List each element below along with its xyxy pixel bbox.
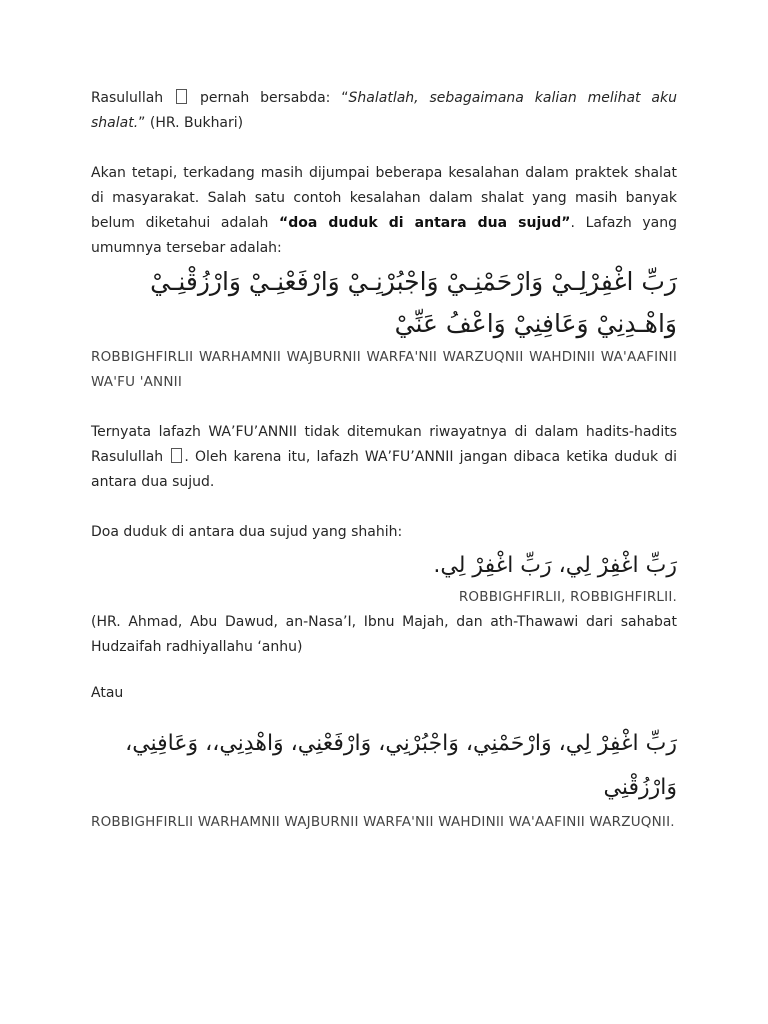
shahih-heading: Doa duduk di antara dua sujud yang shahih: — [91, 524, 403, 540]
salawat-symbol-icon — [176, 89, 187, 104]
transliteration-common-prayer: ROBBIGHFIRLII WARHAMNII WAJBURNII WARFA'NII WARZUQNII WAHDINII WA'AAFINII WA'FU 'ANNII — [91, 349, 677, 390]
alternative-label: Atau — [91, 685, 124, 701]
arabic-shahih-prayer: رَبِّ اغْفِرْ لِي، رَبِّ اغْفِرْ لِي. — [433, 553, 677, 578]
transliteration-shahih-prayer: ROBBIGHFIRLII, ROBBIGHFIRLII. — [458, 589, 677, 605]
arabic-alternative-prayer: رَبِّ اغْفِرْ لِي، وَارْحَمْنِي، وَاجْبُرْنِي، وَارْفَعْنِي، وَاهْدِنِي،، وَعَافِنِي، وَارْزُقْنِي — [125, 731, 677, 800]
hadith-source-paragraph: (HR. Ahmad, Abu Dawud, an-Nasa’I, Ibnu Majah, dan ath-Thawawi dari sahabat Hudzaifah radhiyallahu ‘anhu) — [91, 614, 677, 655]
document-page — [91, 86, 677, 835]
hadith-intro-paragraph: Rasulullah pernah bersabda: “Shalatlah, sebagaimana kalian melihat aku shalat.” (HR. Bukhari) — [91, 90, 677, 131]
hadith-quote: Shalatlah, sebagaimana kalian melihat aku shalat. — [91, 90, 677, 131]
arabic-common-prayer: رَبِّ اغْفِرْلِـيْ وَارْحَمْنِـيْ وَاجْبُرْنِـيْ وَارْفَعْنِـيْ وَارْزُقْنِـيْ وَاهْـدِنِيْ وَعَافِنِيْ وَاعْفُ عَنِّيْ — [150, 267, 677, 338]
transliteration-alternative-prayer: ROBBIGHFIRLII WARHAMNII WAJBURNII WARFA'NII WAHDINII WA'AAFINII WARZUQNII. — [91, 814, 675, 830]
clarification-paragraph: Ternyata lafazh WA’FU’ANNII tidak ditemukan riwayatnya di dalam hadits-hadits Rasulullah . Oleh karena itu, lafazh WA’FU’ANNII jangan dibaca ketika duduk di antara dua sujud. — [91, 424, 677, 490]
highlighted-phrase: “doa duduk di antara dua sujud” — [279, 215, 571, 231]
mistake-paragraph: Akan tetapi, terkadang masih dijumpai beberapa kesalahan dalam praktek shalat di masyarakat. Salah satu contoh kesalahan dalam shalat yang masih banyak belum diketahui adalah “doa duduk di antara dua sujud”. Lafazh yang umumnya tersebar adalah: — [91, 165, 677, 256]
salawat-symbol-icon — [171, 448, 182, 463]
